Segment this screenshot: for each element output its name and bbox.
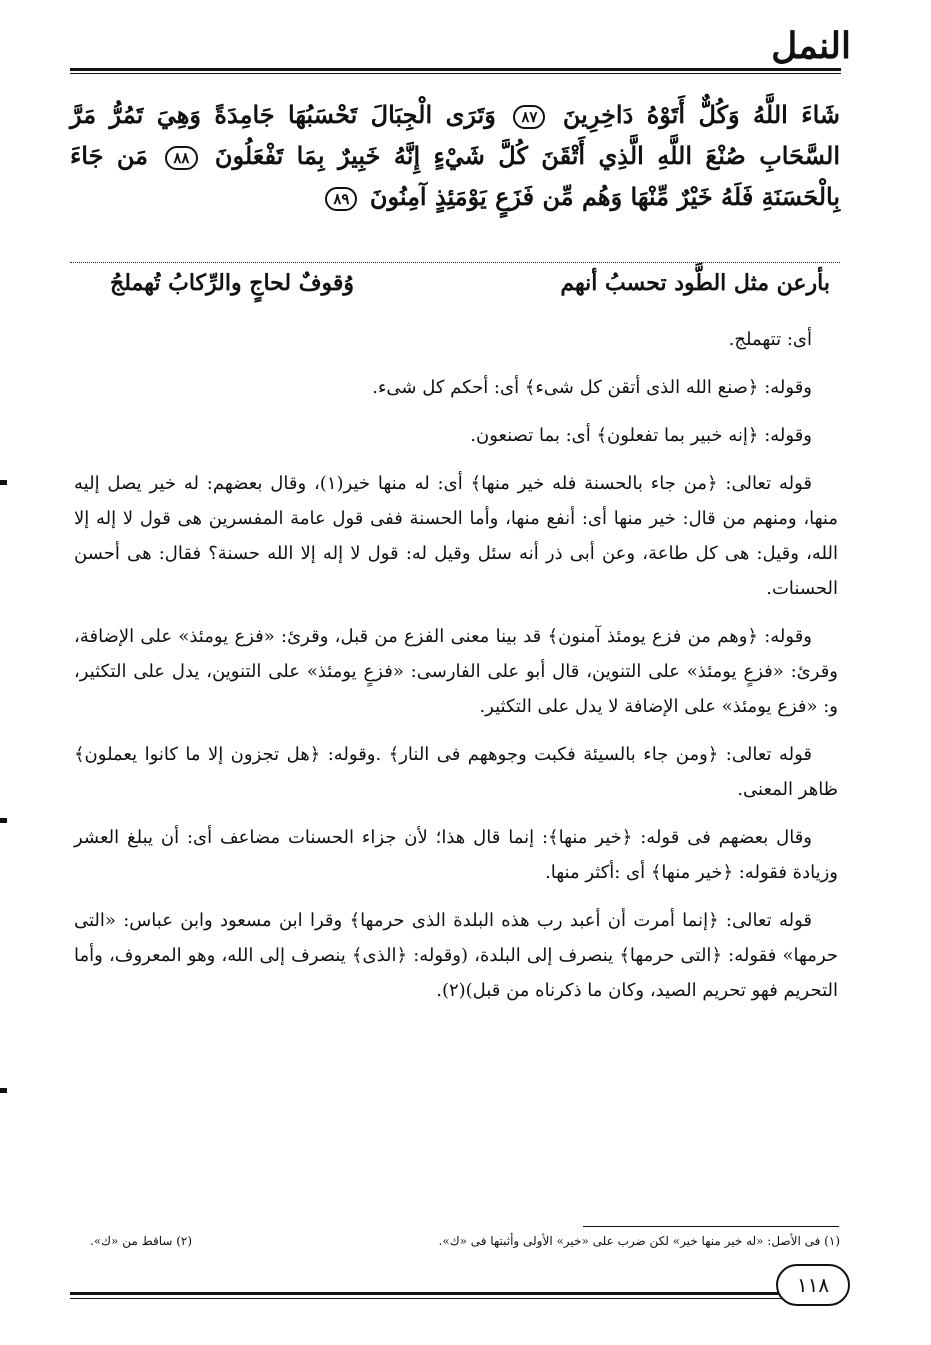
poetry-hemistich-second: وُقوفٌ لحاجٍ والرِّكابُ تُهملجُ [110,270,355,296]
commentary-paragraph: وقال بعضهم فى قوله: ﴿خير منها﴾: إنما قال هذا؛ لأن جزاء الحسنات مضاعف أى: أن يبلغ العشر وزيادة فقوله: ﴿خير منها﴾ أى :أكثر منها. [74,827,838,883]
ayah-number-marker: ٨٨ [165,146,197,170]
commentary-paragraph: قوله تعالى: ﴿من جاء بالحسنة فله خير منها﴾ أى: له منها خير(١)، وقال بعضهم: له خير يصل إليه منها، ومنهم من قال: خير منها أى: أنفع منها، وأما الحسنة ففى قول عامة المفسرين هى قول لا إله إلا الله، وقيل: هى كل طاعة، وعن أبى ذر أنه سئل وقيل له: قول لا إله إلا الله حسنة؟ فقال: هى أحسن الحسنات. [74,473,838,599]
verse-text: مَن جَاءَ بِالْحَسَنَةِ فَلَهُ خَيْرٌ مِّنْهَا وَهُم مِّن فَزَعٍ يَوْمَئِذٍ آمِنُونَ [70,141,840,211]
header-rule-thick [70,68,841,71]
footer-rule-thin [70,1298,841,1299]
commentary-body [74,322,838,1021]
header-rule-thin [70,73,841,74]
commentary-paragraph: وقوله: ﴿صنع الله الذى أتقن كل شىء﴾ أى: أحكم كل شىء. [372,377,812,398]
ayah-number-marker: ٨٧ [513,105,545,129]
footnote-1: (١) فى الأصل: «له خير منها خير» لكن ضرب على «خير» الأولى وأثبتها فى «ك». [438,1234,840,1248]
commentary-paragraph: قوله تعالى: ﴿إنما أمرت أن أعبد رب هذه البلدة الذى حرمها﴾ وقرا ابن مسعود وابن عباس: «التى حرمها» فقوله: ﴿التى حرمها﴾ ينصرف إلى البلدة، (وقوله: ﴿الذى﴾ ينصرف إلى الله، وهو المعروف، وأما التحريم فهو تحريم الصيد، وكان ما ذكرناه من قبل)(٢). [74,910,838,1001]
scan-edge-mark [0,1088,7,1093]
poetry-verse [110,270,830,310]
commentary-paragraph: قوله تعالى: ﴿ومن جاء بالسيئة فكبت وجوههم فى النار﴾ .وقوله: ﴿هل تجزون إلا ما كانوا يعملون﴾ ظاهر المعنى. [74,744,838,800]
footnote-2: (٢) ساقط من «ك». [90,1234,193,1248]
footer-rule-thick [70,1292,841,1295]
poetry-hemistich-first: بأرعن مثل الطَّود تحسبُ أنهم [560,270,830,296]
verses-separator [70,262,840,263]
scan-edge-mark [0,480,7,485]
quran-verses [70,94,840,217]
verse-text: شَاءَ اللَّهُ وَكُلٌّ أَتَوْهُ دَاخِرِينَ [562,100,840,129]
commentary-paragraph: وقوله: ﴿إنه خبير بما تفعلون﴾ أى: بما تصنعون. [470,425,812,446]
commentary-paragraph: أى: تتهملج. [728,329,812,350]
verse-text: وَتَرَى الْجِبَالَ تَحْسَبُهَا جَامِدَةً وَهِيَ تَمُرُّ مَرَّ السَّحَابِ صُنْعَ اللَّهِ الَّذِي أَتْقَنَ كُلَّ شَيْءٍ إِنَّهُ خَبِيرٌ بِمَا تَفْعَلُونَ [70,100,841,170]
surah-header-title: النمل [771,25,851,67]
scan-edge-mark [0,818,7,823]
footnote-separator [583,1226,839,1227]
page-number-badge: ١١٨ [776,1264,850,1306]
commentary-paragraph: وقوله: ﴿وهم من فزع يومئذ آمنون﴾ قد بينا معنى الفزع من قبل، وقرئ: «فزع يومئذ» على الإضافة، وقرئ: «فزعٍ يومئذ» على التنوين، قال أبو على الفارسى: «فزعٍ يومئذ» على التنوين، يدل على التكثير، و: «فزع يومئذ» على الإضافة لا يدل على التكثير. [74,626,838,717]
footnotes [90,1234,840,1256]
ayah-number-marker: ٨٩ [325,187,357,211]
